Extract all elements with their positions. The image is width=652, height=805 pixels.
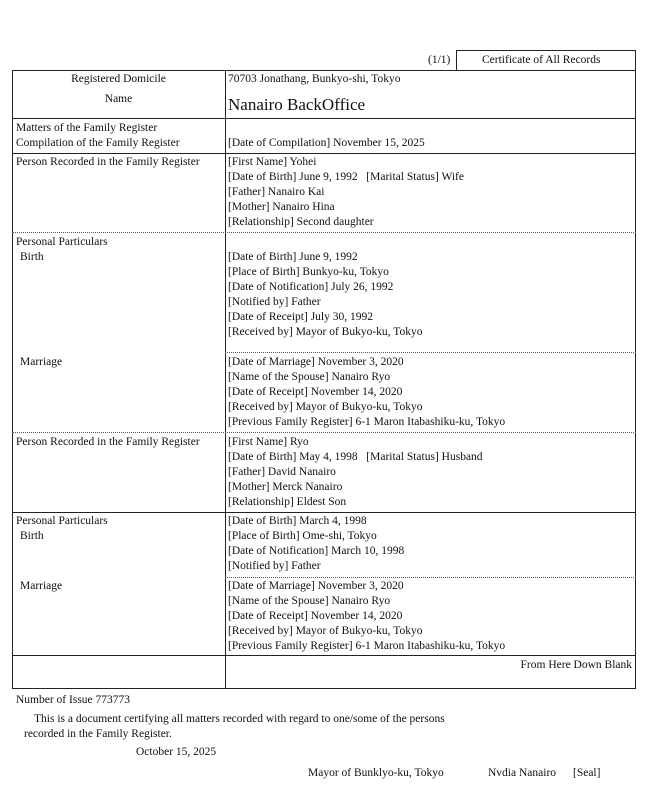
person2-birth-line: [Date of Notification] March 10, 1998 (228, 545, 405, 557)
person1-marriage-line: [Previous Family Register] 6-1 Maron Itabashiku-ku, Tokyo (228, 416, 506, 428)
registered-domicile-value: 70703 Jonathang, Bunkyo-shi, Tokyo (228, 73, 401, 85)
person2-marriage-line: [Date of Marriage] November 3, 2020 (228, 580, 404, 592)
person1-marriage-label: Marriage (20, 356, 63, 368)
person2-label: Person Recorded in the Family Register (16, 436, 200, 448)
blank-note: From Here Down Blank (520, 659, 632, 671)
person1-birth-line: [Place of Birth] Bunkyo-ku, Tokyo (228, 266, 389, 278)
person1-birth-line: [Received by] Mayor of Bukyo-ku, Tokyo (228, 326, 423, 338)
column-divider (225, 70, 226, 689)
issue-number: Number of Issue 773773 (16, 694, 131, 706)
person1-relationship: [Relationship] Second daughter (228, 216, 374, 228)
name-value: Nanairo BackOffice (228, 95, 366, 114)
matters-label: Matters of the Family Register (16, 122, 158, 134)
person1-birth-label: Birth (20, 251, 44, 263)
person2-birth-label: Birth (20, 530, 44, 542)
person2-marriage-line: [Date of Receipt] November 14, 2020 (228, 610, 403, 622)
dotted-divider (12, 432, 636, 433)
person1-personal-particulars-label: Personal Particulars (16, 236, 108, 248)
person2-dob-marital: [Date of Birth] May 4, 1998 [Marital Status] Husband (228, 451, 483, 463)
person1-first-name: [First Name] Yohei (228, 156, 317, 168)
issue-date: October 15, 2025 (136, 746, 217, 758)
person1-father: [Father] Nanairo Kai (228, 186, 325, 198)
row-divider (12, 655, 636, 656)
compilation-label: Compilation of the Family Register (16, 137, 180, 149)
seal-mark: [Seal] (573, 767, 601, 779)
person1-label: Person Recorded in the Family Register (16, 156, 200, 168)
person2-first-name: [First Name] Ryo (228, 436, 309, 448)
certification-statement-line1: This is a document certifying all matters recorded with regard to one/some of the persons (34, 713, 445, 725)
page-indicator: (1/1) (428, 54, 451, 66)
person2-birth-line: [Place of Birth] Ome-shi, Tokyo (228, 530, 377, 542)
row-divider (12, 512, 636, 513)
row-divider (12, 153, 636, 154)
row-divider (12, 118, 636, 119)
person2-personal-particulars-label: Personal Particulars (16, 515, 108, 527)
person2-father: [Father] David Nanairo (228, 466, 336, 478)
person1-marriage-line: [Date of Receipt] November 14, 2020 (228, 386, 403, 398)
person1-marriage-line: [Date of Marriage] November 3, 2020 (228, 356, 404, 368)
person1-birth-line: [Date of Receipt] July 30, 1992 (228, 311, 373, 323)
dotted-divider (225, 577, 636, 578)
registered-domicile-label: Registered Domicile (71, 73, 166, 85)
certificate-title: Certificate of All Records (482, 54, 601, 66)
person1-birth-line: [Notified by] Father (228, 296, 321, 308)
person2-birth-line: [Notified by] Father (228, 560, 321, 572)
person1-marriage-line: [Name of the Spouse] Nanairo Ryo (228, 371, 391, 383)
signatory-name: Nvdia Nanairo (488, 767, 557, 779)
compilation-date: [Date of Compilation] November 15, 2025 (228, 137, 425, 149)
person1-birth-line: [Date of Birth] June 9, 1992 (228, 251, 358, 263)
person2-marriage-line: [Previous Family Register] 6-1 Maron Itabashiku-ku, Tokyo (228, 640, 506, 652)
dotted-divider (12, 232, 636, 233)
person2-birth-line: [Date of Birth] March 4, 1998 (228, 515, 367, 527)
name-label: Name (104, 93, 133, 105)
mayor-title: Mayor of Bunklyo-ku, Tokyo (308, 767, 444, 779)
person2-marriage-label: Marriage (20, 580, 63, 592)
person1-dob-marital: [Date of Birth] June 9, 1992 [Marital Status] Wife (228, 171, 464, 183)
person2-marriage-line: [Received by] Mayor of Bukyo-ku, Tokyo (228, 625, 423, 637)
person2-relationship: [Relationship] Eldest Son (228, 496, 347, 508)
person2-mother: [Mother] Merck Nanairo (228, 481, 343, 493)
person2-marriage-line: [Name of the Spouse] Nanairo Ryo (228, 595, 391, 607)
person1-marriage-line: [Received by] Mayor of Bukyo-ku, Tokyo (228, 401, 423, 413)
person1-birth-line: [Date of Notification] July 26, 1992 (228, 281, 394, 293)
certification-statement-line2: recorded in the Family Register. (24, 728, 172, 740)
dotted-divider (225, 352, 636, 353)
person1-mother: [Mother] Nanairo Hina (228, 201, 335, 213)
